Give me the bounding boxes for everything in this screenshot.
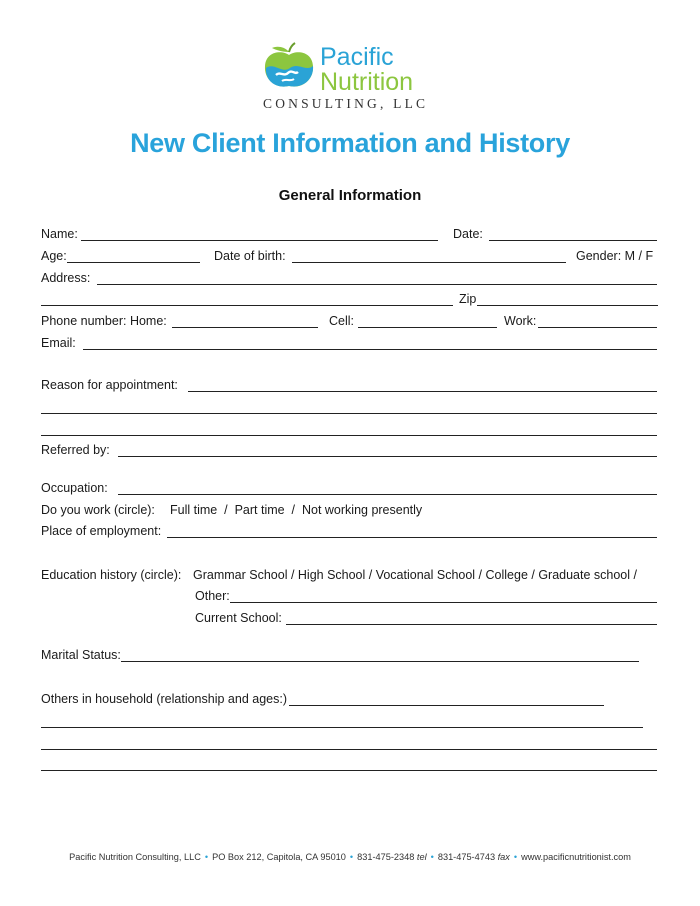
- others-household-label: Others in household (relationship and ages:): [41, 692, 287, 706]
- marital-label: Marital Status:: [41, 648, 121, 662]
- footer-dot-icon: •: [430, 852, 434, 862]
- email-label: Email:: [41, 336, 76, 350]
- logo-text-pacific: Pacific: [320, 43, 394, 71]
- place-employment-field[interactable]: [167, 537, 657, 538]
- place-employment-label: Place of employment:: [41, 524, 162, 538]
- current-school-field[interactable]: [286, 624, 657, 625]
- phone-home-field[interactable]: [172, 327, 318, 328]
- other-field[interactable]: [230, 602, 657, 603]
- logo-text-consulting: CONSULTING, LLC: [263, 96, 429, 111]
- footer-address: PO Box 212, Capitola, CA 95010: [212, 852, 346, 862]
- address-field-2[interactable]: [41, 305, 453, 306]
- footer-fax: 831-475-4743: [437, 852, 496, 862]
- section-title: General Information: [278, 187, 422, 204]
- referred-label: Referred by:: [41, 443, 110, 457]
- email-field[interactable]: [83, 349, 657, 350]
- address-label: Address:: [41, 271, 91, 285]
- age-label: Age:: [41, 249, 67, 263]
- education-label: Education history (circle):: [41, 568, 182, 582]
- dob-label: Date of birth:: [214, 249, 286, 263]
- others-household-field-2[interactable]: [41, 727, 643, 728]
- work-label: Work:: [504, 314, 537, 328]
- page-title: New Client Information and History: [130, 128, 570, 158]
- work-options[interactable]: Full time / Part time / Not working presently: [170, 503, 423, 517]
- occupation-label: Occupation:: [41, 481, 108, 495]
- footer-tel-suffix: tel: [416, 852, 427, 862]
- reason-field[interactable]: [188, 391, 657, 392]
- reason-field-2[interactable]: [41, 413, 657, 414]
- do-you-work-label: Do you work (circle):: [41, 503, 155, 517]
- work-phone-field[interactable]: [538, 327, 657, 328]
- dob-field[interactable]: [292, 262, 566, 263]
- footer-web[interactable]: www.pacificnutritionist.com: [521, 852, 631, 862]
- cell-field[interactable]: [358, 327, 497, 328]
- reason-field-3[interactable]: [41, 435, 657, 436]
- footer-dot-icon: •: [513, 852, 518, 862]
- current-school-label: Current School:: [195, 611, 282, 625]
- reason-label: Reason for appointment:: [41, 378, 178, 392]
- cell-label: Cell:: [329, 314, 355, 328]
- footer-company: Pacific Nutrition Consulting, LLC: [69, 852, 201, 862]
- address-field[interactable]: [97, 284, 657, 285]
- phone-home-label: Phone number: Home:: [41, 314, 167, 328]
- referred-field[interactable]: [118, 456, 657, 457]
- name-field[interactable]: [81, 240, 438, 241]
- others-household-field-4[interactable]: [41, 770, 657, 771]
- others-household-field[interactable]: [289, 705, 604, 706]
- education-options[interactable]: Grammar School / High School / Vocational School / College / Graduate school /: [193, 568, 637, 582]
- footer-dot-icon: •: [349, 852, 354, 862]
- footer-dot-icon: •: [204, 852, 209, 862]
- logo-text-nutrition: Nutrition: [320, 68, 414, 96]
- occupation-field[interactable]: [118, 494, 657, 495]
- footer-fax-suffix: fax: [497, 852, 510, 862]
- zip-label: Zip: [459, 292, 477, 306]
- apple-wave-icon: [262, 42, 318, 90]
- zip-field[interactable]: [477, 305, 658, 306]
- logo: [262, 42, 442, 114]
- age-field[interactable]: [67, 262, 200, 263]
- footer: [0, 852, 700, 862]
- footer-tel: 831-475-2348: [357, 852, 415, 862]
- date-label: Date:: [453, 227, 483, 241]
- gender-label[interactable]: Gender: M / F: [576, 249, 654, 263]
- other-label: Other:: [195, 589, 230, 603]
- name-label: Name:: [41, 227, 78, 241]
- marital-field[interactable]: [121, 661, 639, 662]
- others-household-field-3[interactable]: [41, 749, 657, 750]
- date-field[interactable]: [489, 240, 657, 241]
